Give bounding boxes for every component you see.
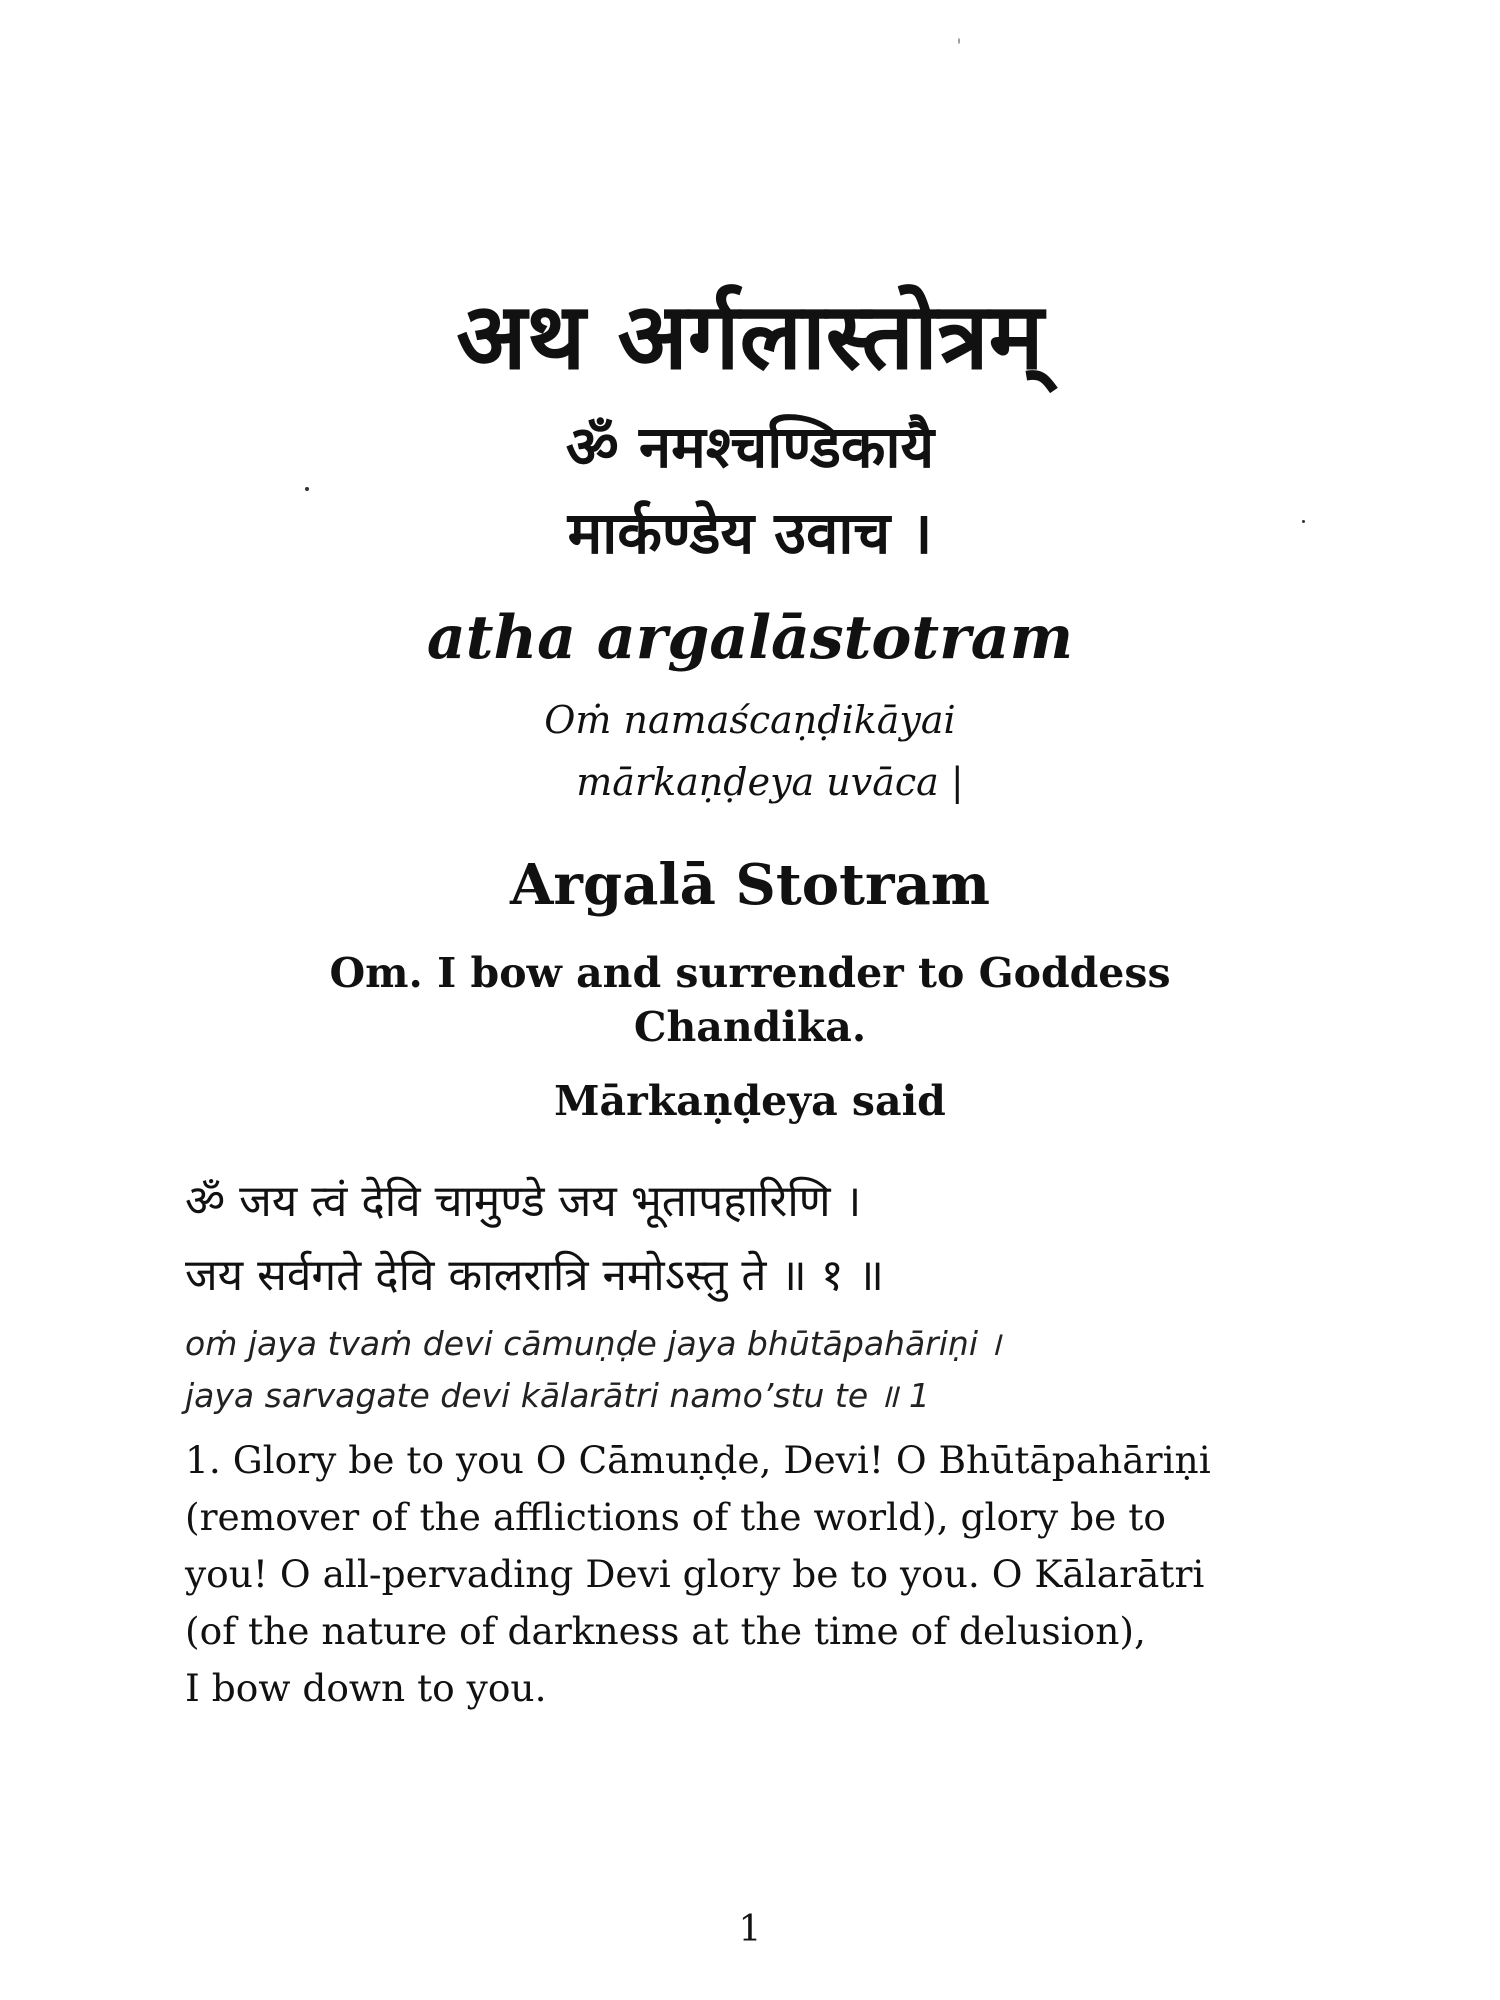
english-title: Argalā Stotram bbox=[509, 852, 991, 918]
verse-1-transliteration-line1: oṁ jaya tvaṁ devi cāmuṇḍe jaya bhūtāpahāriṇi । bbox=[185, 1324, 1001, 1363]
english-speaker: Mārkaṇḍeya said bbox=[554, 1077, 946, 1125]
transliteration-invocation: Oṁ namaścaṇḍikāyai bbox=[544, 698, 956, 742]
translation-line: (of the nature of darkness at the time of delusion), bbox=[185, 1609, 1146, 1653]
sanskrit-title: अथ अर्गलास्तोत्रम् bbox=[456, 283, 1044, 390]
english-invocation-line2: Chandika. bbox=[633, 1003, 867, 1051]
translation-line: you! O all-pervading Devi glory be to you. O Kālarātri bbox=[185, 1552, 1205, 1596]
scan-speck bbox=[305, 487, 309, 491]
verse-1-transliteration-line2: jaya sarvagate devi kālarātri namo’stu te ॥ 1 bbox=[185, 1376, 930, 1415]
sanskrit-invocation: ॐ नमश्चण्डिकायै bbox=[565, 413, 935, 481]
translation-line: 1. Glory be to you O Cāmuṇḍe, Devi! O Bhūtāpahāriṇi bbox=[185, 1438, 1211, 1482]
translation-line: I bow down to you. bbox=[185, 1666, 547, 1710]
sanskrit-speaker: मार्कण्डेय उवाच । bbox=[567, 499, 933, 567]
transliteration-title: atha argalāstotram bbox=[426, 603, 1074, 673]
scan-speck bbox=[958, 38, 960, 44]
page-number: 1 bbox=[738, 1909, 762, 1950]
transliteration-speaker: mārkaṇḍeya uvāca | bbox=[576, 760, 964, 804]
verse-1-sanskrit-line1: ॐ जय त्वं देवि चामुण्डे जय भूतापहारिणि । bbox=[185, 1176, 862, 1227]
translation-line: (remover of the afflictions of the world), glory be to bbox=[185, 1495, 1166, 1539]
english-invocation-line1: Om. I bow and surrender to Goddess bbox=[329, 949, 1171, 997]
verse-1-sanskrit-line2: जय सर्वगते देवि कालरात्रि नमोऽस्तु ते ॥ १ ॥ bbox=[185, 1250, 884, 1301]
verse-1-translation bbox=[185, 1432, 1335, 1717]
